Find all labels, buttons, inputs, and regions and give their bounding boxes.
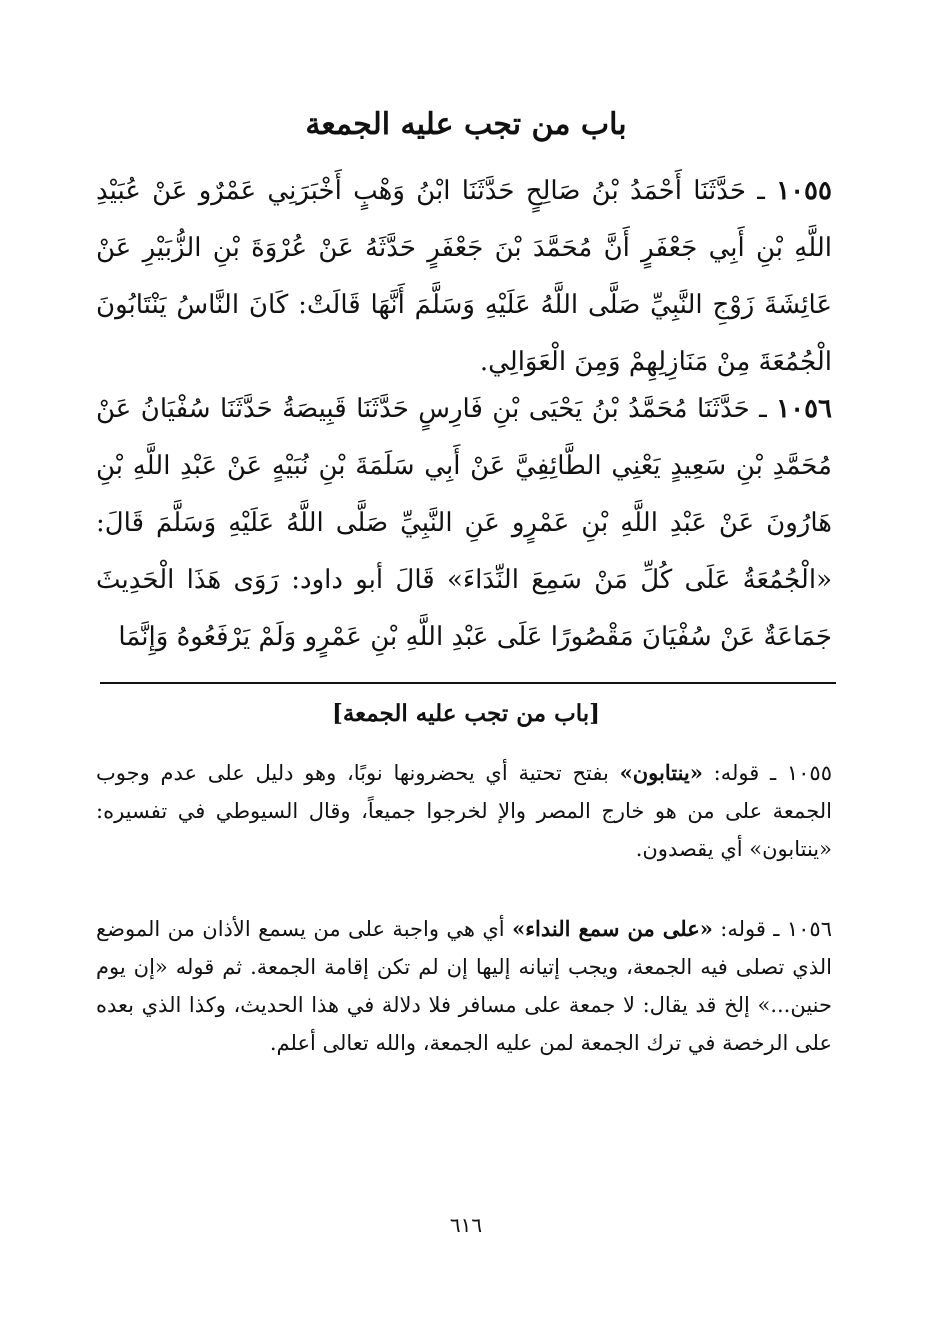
hadith-number: ١٠٥٦: [776, 394, 832, 424]
hadith-text: حَدَّثَنَا مُحَمَّدُ بْنُ يَحْيَى بْنِ فَارِسٍ حَدَّثَنَا قَبِيصَةُ حَدَّثَنَا سُفْيَانُ عَنْ مُحَمَّدِ بْنِ سَعِيدٍ يَعْنِي الطَّائِفِيَّ عَنْ أَبِي سَلَمَةَ بْنِ نُبَيْهٍ عَنْ عَبْدِ اللَّهِ بْنِ هَارُونَ عَنْ عَبْدِ اللَّهِ بْنِ عَمْرٍو عَنِ النَّبِيِّ صَلَّى اللَّهُ عَلَيْهِ وَسَلَّمَ قَالَ: «الْجُمُعَةُ عَلَى كُلِّ مَنْ سَمِعَ النِّدَاءَ» قَالَ أبو داود: رَوَى هَذَا الْحَدِيثَ جَمَاعَةٌ عَنْ سُفْيَانَ مَقْصُورًا عَلَى عَبْدِ اللَّهِ بْنِ عَمْرٍو وَلَمْ يَرْفَعُوهُ وَإِنَّمَا: [96, 394, 832, 652]
commentary-text: بفتح تحتية أي يحضرونها نوبًا، وهو دليل على عدم وجوب الجمعة على من هو خارج المصر والإ لخرجوا جميعاً، وقال السيوطي في تفسيره: «ينتابون» أي يقصدون.: [96, 761, 832, 861]
commentary-quote: «ينتابون»: [619, 760, 703, 785]
page-number: ٦١٦: [449, 1213, 483, 1237]
commentary-prefix: ١٠٥٥ ـ قوله:: [702, 761, 832, 785]
commentary-paragraph: [96, 910, 832, 1062]
commentary-prefix: ١٠٥٦ ـ قوله:: [712, 917, 832, 941]
commentary-heading: [باب من تجب عليه الجمعة]: [331, 700, 601, 727]
hadith-number: ١٠٥٥: [776, 176, 832, 206]
chapter-heading: باب من تجب عليه الجمعة: [305, 107, 627, 142]
hadith-paragraph: ١٠٥٥ ـ حَدَّثَنَا أَحْمَدُ بْنُ صَالِحٍ حَدَّثَنَا ابْنُ وَهْبٍ أَخْبَرَنِي عَمْرٌو عَنْ عُبَيْدِ اللَّهِ بْنِ أَبِي جَعْفَرٍ أَنَّ مُحَمَّدَ بْنَ جَعْفَرٍ حَدَّثَهُ عَنْ عُرْوَةَ بْنِ الزُّبَيْرِ عَنْ عَائِشَةَ زَوْجِ النَّبِيِّ صَلَّى اللَّهُ عَلَيْهِ وَسَلَّمَ أَنَّهَا قَالَتْ: كَانَ النَّاسُ يَنْتَابُونَ الْجُمُعَةَ مِنْ مَنَازِلِهِمْ وَمِنَ الْعَوَالِي.: [96, 176, 832, 377]
hadith-paragraph: ١٠٥٦ ـ حَدَّثَنَا مُحَمَّدُ بْنُ يَحْيَى بْنِ فَارِسٍ حَدَّثَنَا قَبِيصَةُ حَدَّثَنَا سُفْيَانُ عَنْ مُحَمَّدِ بْنِ سَعِيدٍ يَعْنِي الطَّائِفِيَّ عَنْ أَبِي سَلَمَةَ بْنِ نُبَيْهٍ عَنْ عَبْدِ اللَّهِ بْنِ هَارُونَ عَنْ عَبْدِ اللَّهِ بْنِ عَمْرٍو عَنِ النَّبِيِّ صَلَّى اللَّهُ عَلَيْهِ وَسَلَّمَ قَالَ: «الْجُمُعَةُ عَلَى كُلِّ مَنْ سَمِعَ النِّدَاءَ» قَالَ أبو داود: رَوَى هَذَا الْحَدِيثَ جَمَاعَةٌ عَنْ سُفْيَانَ مَقْصُورًا عَلَى عَبْدِ اللَّهِ بْنِ عَمْرٍو وَلَمْ يَرْفَعُوهُ وَإِنَّمَا: [96, 394, 832, 652]
commentary-text: أي هي واجبة على من يسمع الأذان من الموضع الذي تصلى فيه الجمعة، ويجب إتيانه إليها إن لم تكن إقامة الجمعة. ثم قوله «إن يوم حنين...» إلخ قد يقال: لا جمعة على مسافر فلا دلالة في هذا الحديث، وكذا الذي بعده على الرخصة في ترك الجمعة لمن عليه الجمعة، والله تعالى أعلم.: [96, 917, 832, 1055]
commentary-paragraph: [96, 754, 832, 868]
commentary-quote: «على من سمع النداء»: [512, 916, 713, 941]
section-divider: [100, 682, 836, 684]
hadith-text: حَدَّثَنَا أَحْمَدُ بْنُ صَالِحٍ حَدَّثَنَا ابْنُ وَهْبٍ أَخْبَرَنِي عَمْرٌو عَنْ عُبَيْدِ اللَّهِ بْنِ أَبِي جَعْفَرٍ أَنَّ مُحَمَّدَ بْنَ جَعْفَرٍ حَدَّثَهُ عَنْ عُرْوَةَ بْنِ الزُّبَيْرِ عَنْ عَائِشَةَ زَوْجِ النَّبِيِّ صَلَّى اللَّهُ عَلَيْهِ وَسَلَّمَ أَنَّهَا قَالَتْ: كَانَ النَّاسُ يَنْتَابُونَ الْجُمُعَةَ مِنْ مَنَازِلِهِمْ وَمِنَ الْعَوَالِي.: [96, 176, 832, 377]
